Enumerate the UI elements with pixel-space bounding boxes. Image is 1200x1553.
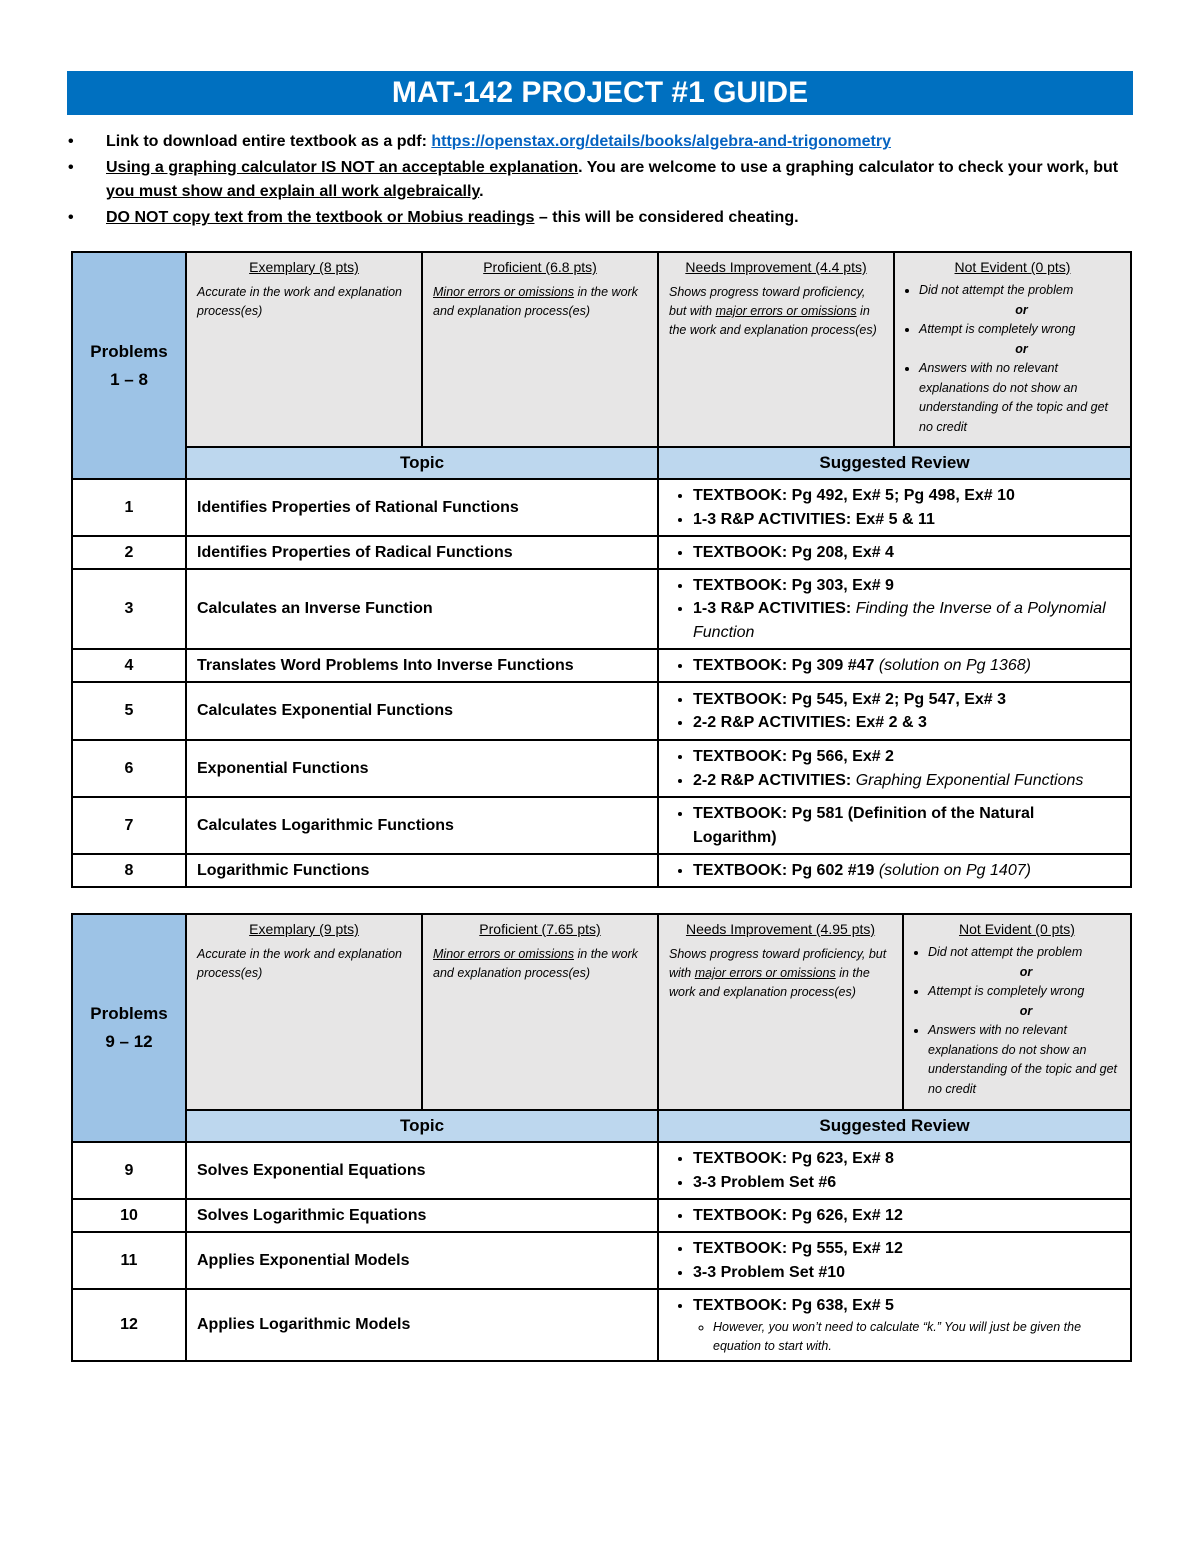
review-item: • TEXTBOOK: Pg 545, Ex# 2; Pg 547, Ex# 3 (693, 688, 1118, 712)
row-topic: Identifies Properties of Radical Functions (186, 536, 658, 569)
review-label: TEXTBOOK: Pg 638, Ex# 5 (693, 1297, 894, 1315)
desc-rest: in the work and explanation process(es) (669, 966, 870, 999)
review-item: • 2-2 R&P ACTIVITIES: Ex# 2 & 3 (693, 711, 1118, 735)
desc-underlined: Minor errors or omissions (433, 947, 575, 961)
row-review (658, 1232, 1131, 1289)
desc-underlined: Minor errors or omissions (433, 285, 575, 299)
review-label: 1-3 R&P ACTIVITIES: (693, 600, 856, 618)
row-number: 9 (72, 1142, 186, 1199)
level-description (423, 943, 657, 983)
rubric-table-1 (71, 251, 1132, 888)
review-label: 2-2 R&P ACTIVITIES: (693, 771, 856, 789)
list-item: • Answers with no relevant explanations do not show an understanding of the topic and get no credit (928, 1021, 1124, 1099)
not-evident-list (895, 281, 1130, 437)
topic-header: Topic (186, 1110, 658, 1142)
copy-warning: DO NOT copy text from the textbook or Mobius readings (106, 209, 535, 226)
row-topic: Calculates an Inverse Function (186, 569, 658, 649)
table-row (72, 682, 1131, 740)
row-review (658, 536, 1131, 569)
row-topic: Calculates Exponential Functions (186, 682, 658, 740)
review-item: • 3-3 Problem Set #6 (693, 1171, 1118, 1195)
problems-label: Problems (90, 1004, 168, 1023)
row-review (658, 682, 1131, 740)
desc-rest: in the work and explanation process(es) (433, 285, 638, 318)
row-number: 11 (72, 1232, 186, 1289)
level-heading: Exemplary (8 pts) (249, 259, 359, 275)
row-review (658, 797, 1131, 854)
review-item (693, 769, 1118, 793)
row-number: 12 (72, 1289, 186, 1361)
page-title: MAT-142 PROJECT #1 GUIDE (67, 71, 1133, 115)
desc-start: Shows progress toward proficiency, but with (669, 285, 866, 318)
review-item: • TEXTBOOK: Pg 566, Ex# 2 (693, 745, 1118, 769)
list-item: • Attempt is completely wrong (919, 320, 1124, 340)
review-item: • 3-3 Problem Set #10 (693, 1261, 1118, 1285)
level-exemplary (186, 914, 422, 1110)
list-item: • Did not attempt the problem (919, 281, 1124, 301)
review-item (693, 1294, 1118, 1356)
table-row (72, 1232, 1131, 1289)
calculator-note: . You are welcome to use a graphing calculator to check your work, but (578, 159, 1119, 176)
level-proficient (422, 914, 658, 1110)
or-separator: or (1015, 341, 1028, 356)
intro-item-textbook-link (62, 130, 1122, 154)
row-topic: Exponential Functions (186, 740, 658, 797)
review-italic: (solution on Pg 1368) (878, 656, 1031, 674)
or-separator: or (1019, 1003, 1033, 1018)
review-item: • TEXTBOOK: Pg 303, Ex# 9 (693, 574, 1118, 598)
review-item (693, 859, 1118, 883)
row-review (658, 1199, 1131, 1232)
intro-item-cheating (62, 206, 1122, 230)
level-not-evident (894, 252, 1131, 447)
intro-list (62, 130, 1122, 232)
row-topic: Solves Exponential Equations (186, 1142, 658, 1199)
row-number: 7 (72, 797, 186, 854)
level-description (659, 281, 893, 340)
or-separator: or (1015, 302, 1028, 317)
row-number: 8 (72, 854, 186, 887)
review-item (693, 654, 1118, 678)
level-heading: Proficient (7.65 pts) (479, 921, 601, 937)
review-label: TEXTBOOK: Pg 602 #19 (693, 861, 879, 879)
row-topic: Translates Word Problems Into Inverse Functions (186, 649, 658, 682)
row-number: 10 (72, 1199, 186, 1232)
level-description (659, 943, 902, 1002)
table-row (72, 740, 1131, 797)
calculator-warning: Using a graphing calculator IS NOT an acceptable explanation (106, 159, 579, 176)
review-header: Suggested Review (658, 1110, 1131, 1142)
row-review (658, 1142, 1131, 1199)
level-description (423, 281, 657, 321)
review-item: • TEXTBOOK: Pg 492, Ex# 5; Pg 498, Ex# 10 (693, 484, 1118, 508)
desc-underlined: major errors or omissions (694, 966, 836, 980)
period: . (479, 183, 484, 200)
review-header: Suggested Review (658, 447, 1131, 479)
desc-start: Shows progress toward proficiency, but with (669, 947, 887, 980)
row-number: 5 (72, 682, 186, 740)
level-needs-improvement (658, 252, 894, 447)
review-italic: Finding the Inverse of a Polynomial Function (693, 600, 1106, 641)
topic-header: Topic (186, 447, 658, 479)
review-label: TEXTBOOK: Pg 309 #47 (693, 656, 879, 674)
row-review (658, 649, 1131, 682)
level-proficient (422, 252, 658, 447)
table-row (72, 479, 1131, 536)
row-topic: Solves Logarithmic Equations (186, 1199, 658, 1232)
or-separator: or (1019, 964, 1033, 979)
row-topic: Calculates Logarithmic Functions (186, 797, 658, 854)
not-evident-list (904, 943, 1130, 1099)
list-item: • Did not attempt the problem (928, 943, 1124, 963)
level-description: Accurate in the work and explanation process(es) (197, 285, 402, 318)
row-number: 2 (72, 536, 186, 569)
review-italic: Graphing Exponential Functions (855, 771, 1084, 789)
review-item: • TEXTBOOK: Pg 623, Ex# 8 (693, 1147, 1118, 1171)
desc-rest: in the work and explanation process(es) (669, 304, 877, 337)
table-row (72, 1142, 1131, 1199)
intro-item-calculator (62, 156, 1122, 204)
row-review (658, 854, 1131, 887)
table-row (72, 536, 1131, 569)
problems-label: Problems (90, 341, 168, 361)
problems-range: 9 – 12 (105, 1032, 153, 1051)
level-exemplary (186, 252, 422, 447)
row-topic: Applies Logarithmic Models (186, 1289, 658, 1361)
level-heading: Exemplary (9 pts) (249, 921, 359, 937)
table-row (72, 569, 1131, 649)
row-review (658, 479, 1131, 536)
row-review (658, 1289, 1131, 1361)
textbook-link-label: Link to download entire textbook as a pdf: (106, 133, 432, 150)
level-needs-improvement (658, 914, 903, 1110)
problems-range: 1 – 8 (110, 369, 148, 389)
row-topic: Identifies Properties of Rational Functions (186, 479, 658, 536)
review-italic: (solution on Pg 1407) (878, 861, 1031, 879)
row-topic: Applies Exponential Models (186, 1232, 658, 1289)
level-heading: Needs Improvement (4.95 pts) (685, 921, 876, 937)
level-heading: Not Evident (0 pts) (954, 259, 1071, 275)
row-review (658, 740, 1131, 797)
row-number: 6 (72, 740, 186, 797)
list-item: • Answers with no relevant explanations do not show an understanding of the topic and get no credit (919, 359, 1124, 437)
level-heading: Needs Improvement (4.4 pts) (685, 259, 867, 275)
row-review (658, 569, 1131, 649)
cheating-note: – this will be considered cheating. (534, 209, 799, 226)
problems-cell (72, 914, 186, 1142)
review-item (693, 597, 1118, 644)
row-topic: Logarithmic Functions (186, 854, 658, 887)
show-work-note: you must show and explain all work algebraically (106, 183, 480, 200)
desc-rest: in the work and explanation process(es) (433, 947, 638, 980)
level-heading: Proficient (6.8 pts) (483, 259, 597, 275)
desc-underlined: major errors or omissions (715, 304, 857, 318)
row-number: 3 (72, 569, 186, 649)
table-row (72, 854, 1131, 887)
review-item: • TEXTBOOK: Pg 555, Ex# 12 (693, 1237, 1118, 1261)
review-item: • TEXTBOOK: Pg 626, Ex# 12 (693, 1204, 1118, 1228)
table-row (72, 649, 1131, 682)
review-item: • TEXTBOOK: Pg 581 (Definition of the Natural Logarithm) (693, 802, 1118, 849)
problems-cell (72, 252, 186, 479)
table-row (72, 1199, 1131, 1232)
level-not-evident (903, 914, 1131, 1110)
row-number: 1 (72, 479, 186, 536)
review-item: • TEXTBOOK: Pg 208, Ex# 4 (693, 541, 1118, 565)
review-subitem: ◦ However, you won’t need to calculate “k.” You will just be given the equation to start with. (713, 1318, 1106, 1356)
row-number: 4 (72, 649, 186, 682)
review-item: • 1-3 R&P ACTIVITIES: Ex# 5 & 11 (693, 508, 1118, 532)
textbook-link[interactable]: https://openstax.org/details/books/algebra-and-trigonometry (431, 133, 891, 150)
level-heading: Not Evident (0 pts) (959, 921, 1075, 937)
level-description: Accurate in the work and explanation process(es) (197, 947, 402, 980)
table-row (72, 797, 1131, 854)
list-item: • Attempt is completely wrong (928, 982, 1124, 1002)
table-row (72, 1289, 1131, 1361)
rubric-table-2 (71, 913, 1132, 1362)
